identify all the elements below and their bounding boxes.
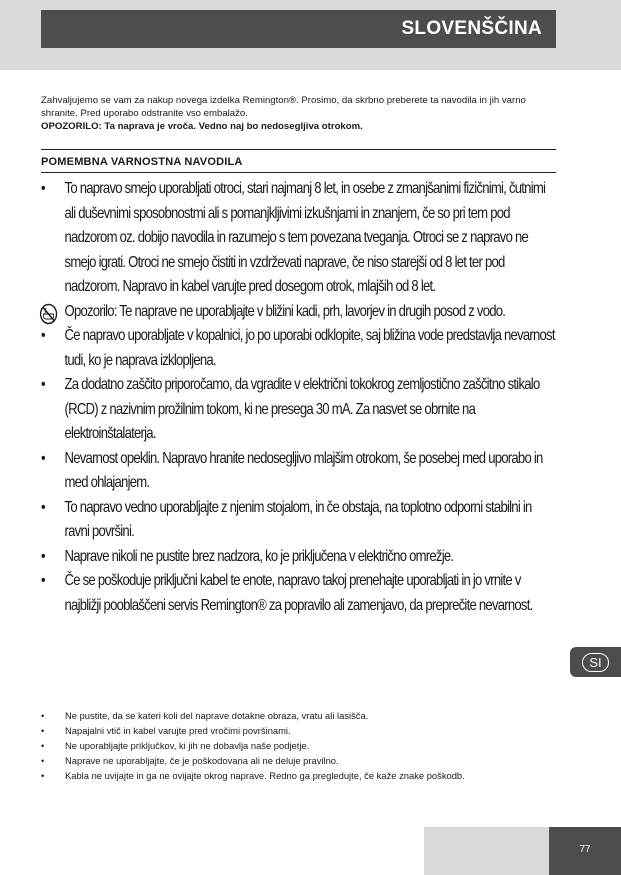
- small-safety-list: [41, 708, 556, 783]
- small-list-item-text: Napajalni vtič in kabel varujte pred vročimi površinami.: [65, 725, 291, 736]
- bullet: •: [41, 725, 45, 736]
- small-list-item: [41, 738, 556, 753]
- list-item: [41, 447, 556, 496]
- language-title: SLOVENŠČINA: [401, 18, 542, 39]
- list-item: [41, 569, 556, 618]
- bullet: •: [41, 376, 45, 393]
- list-item-warning: [41, 300, 556, 325]
- section-title: [41, 149, 556, 173]
- bullet: •: [41, 498, 45, 516]
- bullet: •: [41, 740, 45, 751]
- list-item-text: To napravo vedno uporabljajte z njenim stojalom, in če obstaja, na toplotno odporni stabilni in ravni površini.: [64, 498, 532, 540]
- language-header: [41, 10, 556, 48]
- safety-list: [41, 177, 556, 618]
- small-list-item-text: Ne pustite, da se kateri koli del naprave dotakne obraza, vratu ali lasišča.: [65, 710, 369, 721]
- bullet: •: [41, 755, 45, 766]
- list-item-text: Naprave nikoli ne pustite brez nadzora, ko je priključena v električno omrežje.: [64, 547, 454, 565]
- small-list-item: [41, 753, 556, 768]
- list-item: [41, 545, 556, 570]
- list-item-text: Opozorilo: Te naprave ne uporabljajte v bližini kadi, prh, lavorjev in drugih posod z vodo.: [64, 302, 506, 320]
- bullet: •: [41, 572, 45, 589]
- list-item-text: Če se poškoduje priključni kabel te enote, napravo takoj prenehajte uporabljati in jo vrnite v najbližji pooblaščeni servis Remington® za popravilo ali zamenjavo, da preprečite nevarnost.: [64, 572, 533, 614]
- small-list-item-text: Naprave ne uporabljajte, če je poškodovana ali ne deluje pravilno.: [65, 755, 339, 766]
- small-list-item-text: Kabla ne uvijajte in ga ne ovijajte okrog naprave. Redno ga pregledujte, če kaže znake poškodb.: [65, 770, 465, 781]
- list-item-text: Nevarnost opeklin. Napravo hranite nedosegljivo mlajšim otrokom, še posebej med uporabo in med ohlajanjem.: [64, 449, 543, 491]
- section-title-text: POMEMBNA VARNOSTNA NAVODILA: [41, 156, 243, 168]
- intro-text: Zahvaljujemo se vam za nakup novega izdelka Remington®. Prosimo, da skrbno preberete ta navodila in jih varno shranite. Pred uporabo odstranite vso embalažo.: [41, 95, 526, 119]
- small-list-item-text: Ne uporabljajte priključkov, ki jih ne dobavlja naše podjetje.: [65, 740, 310, 751]
- small-list-item: [41, 768, 556, 783]
- bullet: •: [41, 327, 45, 344]
- language-tab: [570, 647, 621, 677]
- list-item: [41, 496, 556, 545]
- list-item-text: To napravo smejo uporabljati otroci, stari najmanj 8 let, in osebe z zmanjšanimi fizičnimi, čutnimi ali duševnimi sposobnostmi ali s pomanjkljivimi izkušnjami in znanjem, če so pri tem pod nadzorom oz. dobijo navodila in razumejo s tem povezana tveganja. Otroci se z napravo ne smejo igrati. Otroci ne smejo čistiti in vzdrževati naprave, če niso starejši od 8 let ter pod nadzorom. Napravo in kabel varujte pred dosegom otrok, mlajših od 8 let.: [64, 180, 546, 295]
- intro-warning: OPOZORILO: Ta naprava je vroča. Vedno naj bo nedosegljiva otrokom.: [41, 121, 363, 132]
- list-item-text: Za dodatno zaščito priporočamo, da vgradite v električni tokokrog zemljostično zaščitno stikalo (RCD) z nazivnim prožilnim tokom, ki ne presega 30 mA. Za nasvet se obrnite na elektroinštalaterja.: [64, 376, 540, 442]
- list-item: [41, 177, 556, 300]
- bullet: •: [41, 180, 45, 197]
- small-list-item: [41, 723, 556, 738]
- bullet: •: [41, 770, 45, 781]
- no-bath-icon: [39, 303, 57, 325]
- bullet: •: [41, 710, 45, 721]
- small-list-item: [41, 708, 556, 723]
- list-item-text: Če napravo uporabljate v kopalnici, jo po uporabi odklopite, saj bližina vode predstavlja nevarnost tudi, ko je naprava izklopljena.: [64, 327, 555, 369]
- page-number: 77: [579, 844, 591, 855]
- list-item: [41, 373, 556, 447]
- bullet: •: [41, 547, 45, 565]
- bullet: •: [41, 449, 45, 467]
- page-number-box: [549, 827, 621, 875]
- intro-block: [41, 94, 556, 133]
- list-item: [41, 324, 556, 373]
- language-badge: SI: [582, 653, 608, 672]
